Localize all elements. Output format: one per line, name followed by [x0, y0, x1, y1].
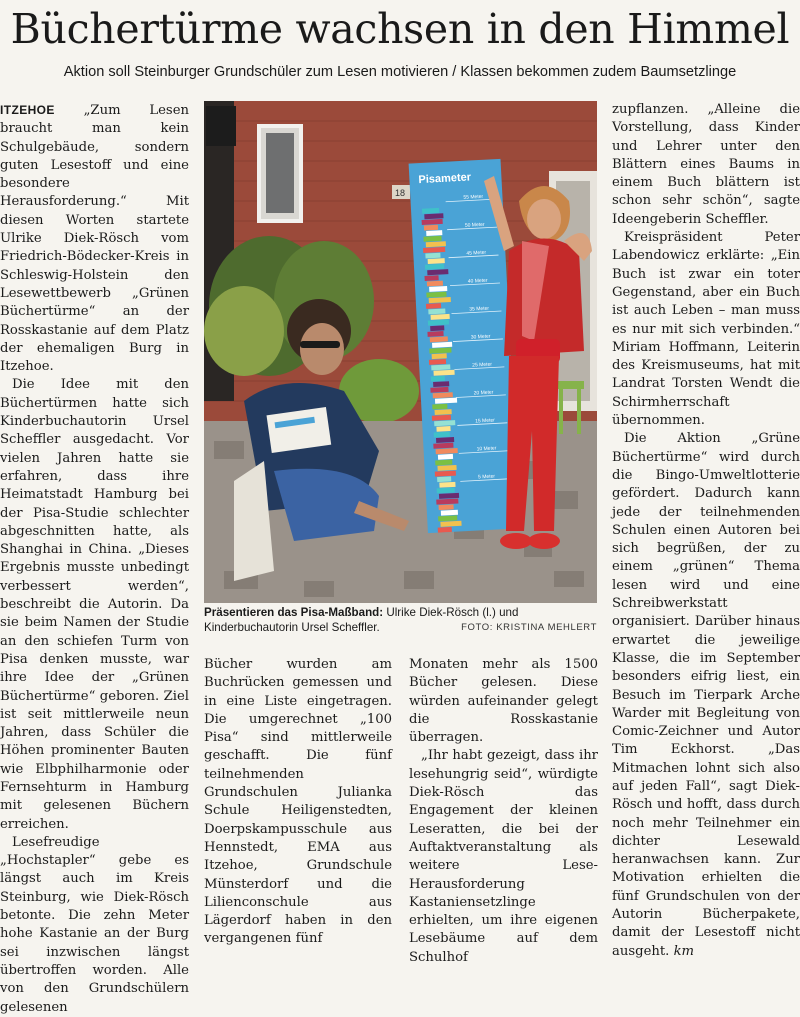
book: [427, 331, 443, 337]
book: [438, 515, 457, 521]
article-column-1: [0, 101, 189, 1017]
book: [434, 432, 450, 438]
photo-caption: [204, 605, 597, 635]
book: [424, 275, 438, 281]
poster-scale-label: 40 Meter: [467, 277, 488, 285]
article-column-2: [204, 656, 392, 949]
photo-scene: [204, 101, 597, 603]
caption-text: Ulrike Diek-Rösch (l.) und Kinderbuchautorin Ursel Scheffler.: [204, 606, 519, 634]
paragraph: Bücher wurden am Buchrücken gemessen und in eine Liste eingetragen. Die umgerechnet „100 Pisa“ sind mittlerweile geschafft. Die fünf teilnehmenden Grundschulen Julianka Schule Heiligenstedten, Doerpskampusschule aus Hennstedt, EMA aus Itzehoe, Grundschule Münsterdorf und die Lilienconschule aus Lägerdorf haben in den vergangenen fünf: [204, 657, 392, 947]
poster-scale-label: 50 Meter: [464, 221, 485, 229]
dateline: ITZEHOE: [0, 103, 55, 117]
book: [422, 208, 439, 214]
paragraph: Lesefreudige „Hochstapler“ gebe es längst auch im Kreis Steinburg, wie Diek-Rösch betonte. Die zehn Meter hohe Kastanie an der Burg sei inzwischen längst übertroffen worden. Alle von den Grundschülern gelesenen: [0, 834, 189, 1015]
book: [432, 353, 447, 359]
book: [426, 303, 441, 309]
paragraph: Die Idee mit den Büchertürmen hatte sich Kinderbuchautorin Ursel Scheffler ausgedacht. Vor vielen Jahren hatte sie erfahren, dass ihre Heimatstadt Hamburg bei der Pisa-Studie schlechter abgeschnitten hatte, als Shanghai in China. „Dieses Ergebnis musste unbedingt verbessert werden“, beschreibt die Autorin. Da sie beim Namen der Studie an den schiefen Turm von Pisa denken musste, war ihre Idee der „Grünen Büchertürme“ geboren. Ziel ist seit mittlerweile neun Jahren, dass Schüler die Höhen prominenter Bauten wie Elbphilharmonie oder Fernsehturm in Hamburg mit gelesenen Büchern erreichen.: [0, 377, 189, 832]
book: [425, 264, 444, 270]
poster-scale-label: 20 Meter: [473, 389, 494, 397]
book: [429, 286, 447, 292]
book: [438, 527, 452, 533]
poster-scale-label: 10 Meter: [476, 445, 497, 453]
headline: Büchertürme wachsen in den Himmel: [10, 5, 790, 53]
book: [436, 437, 454, 443]
poster-scale-label: 35 Meter: [469, 305, 490, 313]
poster-scale-label: 30 Meter: [470, 333, 491, 341]
paragraph: Kreispräsident Peter Labendowicz erklärte: „Ein Buch ist zwar ein toter Gegenstand, aber ein Buch ist auch Leben – man muss es nur mit sich verbinden.“ Miriam Hoffmann, Leiterin des Kreismuseums, hat mit Landrat Torsten Wendt die Schirmherrschaft übernommen.: [612, 230, 800, 429]
photo-credit: FOTO: KRISTINA MEHLERT: [461, 622, 597, 633]
paragraph: [612, 430, 800, 961]
book: [424, 225, 438, 231]
paragraph: [0, 101, 189, 376]
book: [426, 292, 446, 298]
book: [426, 241, 446, 247]
book: [426, 230, 442, 236]
poster-scale-label: 25 Meter: [472, 361, 493, 369]
book: [441, 510, 458, 516]
paragraph: zupflanzen. „Alleine die Vorstellung, dass Kinder und Lehrer unter den Blättern eines Baums in einem Buch blättern ist schon sehr schön“, sagte Ideengeberin Scheffler.: [612, 102, 800, 227]
book: [430, 336, 448, 342]
book: [433, 443, 453, 449]
house-number: 18: [395, 188, 406, 198]
book: [430, 325, 444, 331]
poster-scale-label: 15 Meter: [475, 417, 496, 425]
book: [437, 487, 455, 493]
book: [432, 404, 447, 410]
book: [439, 504, 454, 510]
author-signature: km: [673, 943, 695, 959]
book: [436, 426, 450, 432]
article-photo: [204, 101, 597, 603]
poster-scale-label: 55 Meter: [463, 193, 484, 201]
paragraph-text: „Zum Lesen braucht man kein Schulgebäude, sondern guten Lesestoff und eine besondere Herausforderung.“ Mit diesen Worten startete Ulrike Diek-Rösch vom Friedrich-Bödecker-Kreis in Schleswig-Holstein den Lesewettbewerb „Grünen Büchertürme“ an der Rosskastanie auf dem Platz der ehemaligen Burg in Itzehoe.: [0, 103, 189, 375]
book: [433, 381, 449, 387]
book: [437, 476, 451, 482]
book: [431, 376, 445, 382]
book: [423, 236, 441, 242]
book: [439, 493, 459, 499]
paragraph: „Ihr habt gezeigt, dass ihr lesehungrig seid“, würdigte Diek-Rösch das Engagement der kleinen Leseratten, die bei der Auftaktveranstaltung als weitere Lese-Herausforderung Kastaniensetzlinge erhielten, um ihre eigenen Lesebäume auf dem Schulhof: [409, 748, 598, 965]
book: [432, 415, 451, 421]
book: [439, 482, 455, 488]
book: [433, 392, 453, 398]
book: [431, 314, 450, 320]
book: [431, 364, 450, 370]
book: [438, 454, 453, 460]
book: [428, 258, 445, 264]
book: [425, 253, 440, 259]
book: [427, 281, 443, 287]
poster-title: Pisameter: [418, 171, 472, 187]
poster-scale-label: 45 Meter: [466, 249, 487, 257]
subheadline: Aktion soll Steinburger Grundschüler zum Lesen motivieren / Klassen bekommen zudem Baumsetzlinge: [63, 64, 737, 80]
caption-lead: Präsentieren das Pisa-Maßband:: [204, 606, 384, 619]
article-column-3: [409, 656, 598, 967]
paragraph: Monaten mehr als 1500 Bücher gelesen. Diese würden aufeinander gelegt die Rosskastanie überragen.: [409, 657, 598, 746]
book: [429, 359, 446, 365]
book: [435, 460, 452, 466]
book: [424, 213, 443, 219]
book: [437, 465, 456, 471]
book: [428, 309, 445, 315]
poster-scale-label: 5 Meter: [477, 473, 496, 481]
book: [430, 387, 448, 393]
article-column-4: [612, 101, 800, 961]
book: [435, 409, 452, 415]
paragraph-text: Die Aktion „Grüne Büchertürme“ wird durch die Bingo-Umweltlotterie gefördert. Dadurch kann jede der teilnehmenden Schulen einen Autoren bei sich begrüßen, der zu einem „grünen“ Thema lesen wird und eine Schreibwerkstatt organisiert. Darüber hinaus erwartet die jeweilige Klasse, die im September besonders eifrig liest, ein Besuch im Tierpark Arche Warder mit Begleitung von Comic-Zeichner und Autor Tim Eckhorst. „Das Mitmachen lohnt sich also auf jeden Fall“, sagt Diek-Rösch und hofft, dass durch noch mehr Teilnehmer ein dichter Lesewald heranwachsen kann. Zur Motivation erhielten die fünf Grundschulen von der Autorin Bücherpakete, damit der Lesestoff nicht ausgeht.: [612, 431, 800, 959]
book: [432, 342, 452, 348]
